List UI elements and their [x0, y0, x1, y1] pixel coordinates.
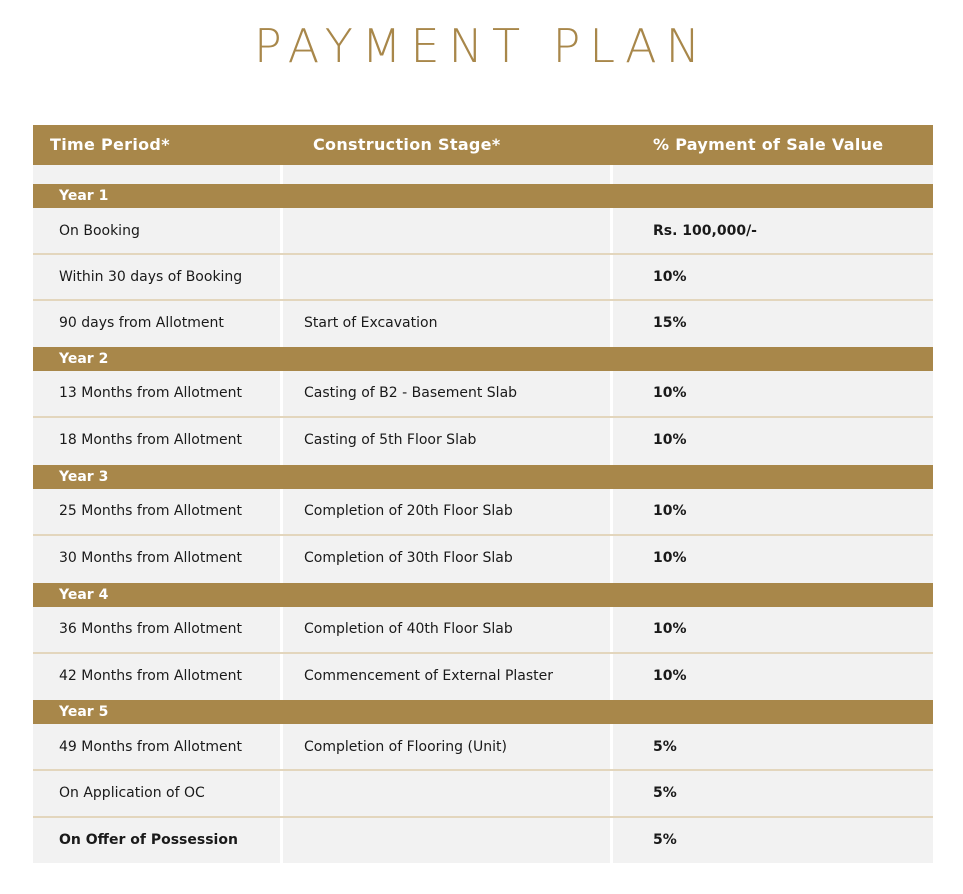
period-cell: 18 Months from Allotment — [59, 432, 242, 448]
column-divider — [610, 165, 613, 863]
period-cell: On Booking — [59, 223, 140, 239]
period-cell: 25 Months from Allotment — [59, 503, 242, 519]
row-divider — [33, 816, 933, 818]
year-label: Year 1 — [59, 188, 109, 204]
payment-cell: 5% — [653, 832, 677, 848]
payment-cell: 10% — [653, 385, 687, 401]
year-label: Year 3 — [59, 469, 109, 485]
row-divider — [33, 769, 933, 771]
stage-cell: Start of Excavation — [304, 315, 438, 331]
period-cell: On Application of OC — [59, 785, 205, 801]
row-divider — [33, 652, 933, 654]
period-cell: On Offer of Possession — [59, 832, 238, 848]
year-band — [33, 583, 933, 607]
payment-cell: 5% — [653, 785, 677, 801]
header-time-period: Time Period* — [50, 135, 170, 154]
period-cell: 90 days from Allotment — [59, 315, 224, 331]
header-payment: % Payment of Sale Value — [653, 135, 884, 154]
row-divider — [33, 299, 933, 301]
payment-cell: 5% — [653, 739, 677, 755]
period-cell: 49 Months from Allotment — [59, 739, 242, 755]
payment-plan-table — [33, 125, 933, 863]
page-title: PAYMENT PLAN — [254, 19, 709, 73]
year-label: Year 5 — [59, 704, 109, 720]
header-construction-stage: Construction Stage* — [313, 135, 501, 154]
stage-cell: Commencement of External Plaster — [304, 668, 554, 684]
row-divider — [33, 534, 933, 536]
stage-cell: Completion of 20th Floor Slab — [304, 503, 513, 519]
period-cell: 13 Months from Allotment — [59, 385, 242, 401]
stage-cell: Casting of 5th Floor Slab — [304, 432, 477, 448]
period-cell: 36 Months from Allotment — [59, 621, 242, 637]
table-header — [33, 125, 933, 165]
period-cell: Within 30 days of Booking — [59, 269, 243, 285]
year-band — [33, 465, 933, 489]
year-label: Year 4 — [59, 587, 109, 603]
payment-cell: 10% — [653, 503, 687, 519]
stage-cell: Completion of 40th Floor Slab — [304, 621, 513, 637]
stage-cell: Completion of 30th Floor Slab — [304, 550, 513, 566]
stage-cell: Completion of Flooring (Unit) — [304, 739, 507, 755]
payment-cell: 10% — [653, 668, 687, 684]
period-cell: 42 Months from Allotment — [59, 668, 242, 684]
row-divider — [33, 416, 933, 418]
row-divider — [33, 253, 933, 255]
payment-cell: 10% — [653, 621, 687, 637]
payment-cell: 10% — [653, 432, 687, 448]
payment-cell: 15% — [653, 315, 687, 331]
year-band — [33, 700, 933, 724]
stage-cell: Casting of B2 - Basement Slab — [304, 385, 518, 401]
payment-cell: 10% — [653, 269, 687, 285]
year-band — [33, 347, 933, 371]
payment-cell: 10% — [653, 550, 687, 566]
year-band — [33, 184, 933, 208]
column-divider — [280, 165, 283, 863]
period-cell: 30 Months from Allotment — [59, 550, 242, 566]
year-label: Year 2 — [59, 351, 109, 367]
payment-cell: Rs. 100,000/- — [653, 223, 757, 239]
